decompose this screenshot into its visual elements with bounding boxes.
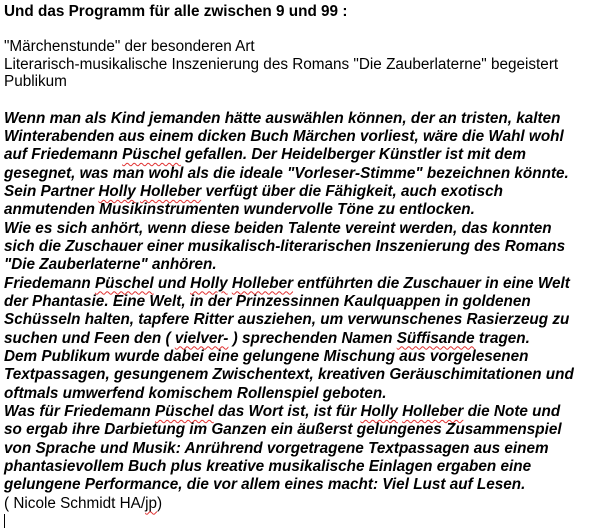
article-line [4, 421, 613, 439]
spellcheck-flagged-word: vielver- [174, 329, 229, 347]
blank-line [4, 21, 613, 38]
spellcheck-flagged-word: Holleber [231, 274, 294, 292]
author-signature [4, 495, 613, 513]
text-run: anmutenden Musikinstrumenten wundervolle Töne zu entlocken. [4, 201, 475, 219]
article-line [4, 110, 613, 128]
text-run: ( Nicole Schmidt HA/ [4, 494, 146, 512]
spellcheck-flagged-word: Holly [98, 182, 136, 200]
text-run: suchen und Feen den ( [4, 329, 175, 347]
article-line [4, 311, 613, 329]
text-run: das Wort ist, ist für [213, 403, 361, 420]
text-run: und [153, 274, 191, 292]
text-run: von Sprache und Musik: Anrührend vorgetragene Textpassagen aus einem [4, 439, 549, 457]
text-run: ) [157, 494, 163, 512]
subtitle-line: "Märchenstunde" der besonderen Art [4, 38, 255, 55]
article-line [4, 165, 613, 183]
article-line [4, 293, 613, 311]
article-line [4, 366, 613, 384]
text-run: auf Friedemann [4, 146, 123, 164]
subtitle-line: Literarisch-musikalische Inszenierung des Romans "Die Zauberlaterne" begeistert [4, 55, 559, 73]
text-run: gefallen. Der Heidelberger Künstler ist mit dem [180, 146, 526, 164]
spellcheck-flagged-word: Püschel [155, 403, 214, 420]
text-run: "Die Zauberlaterne" anhören. [4, 256, 217, 274]
text-run: gesegnet, was man wohl als die ideale "Vorleser-Stimme" bezeichnen könnte. [4, 164, 569, 182]
article-line [4, 238, 613, 256]
document-body[interactable] [4, 3, 613, 528]
text-run: Schüsseln halten, tapfere Ritter ausziehen, um verwunschenes Rasierzeug zu [4, 311, 570, 329]
spellcheck-flagged-word: Püschel [122, 146, 181, 164]
spellcheck-flagged-word: Holleber [140, 182, 202, 200]
text-run: der Phantasie. Eine Welt, in der Prinzessinnen Kaulquappen in goldenen [4, 292, 531, 310]
article-line [4, 385, 613, 403]
text-run: sich die Zuschauer einer musikalisch-literarischen Inszenierung des Romans [4, 237, 566, 255]
article-line [4, 403, 613, 421]
article-line [4, 220, 613, 238]
article-line [4, 256, 613, 274]
article-line [4, 440, 613, 458]
text-run: Dem Publikum wurde dabei eine gelungene Mischung aus vorgelesenen [4, 347, 529, 365]
article-line [4, 146, 613, 164]
article-line [4, 348, 613, 366]
text-run: verfügt über die Fähigkeit, auch exotisch [201, 182, 503, 200]
text-run: tragen. [474, 329, 530, 347]
article-line [4, 330, 613, 348]
text-run: Friedemann [4, 274, 95, 292]
article-line [4, 458, 613, 476]
spellcheck-flagged-word: Püschel [94, 274, 154, 292]
blank-line [4, 91, 613, 110]
text-run: Was für Friedemann [4, 403, 156, 420]
subtitle-line: Publikum [4, 73, 67, 90]
text-run: ) sprechenden Namen [228, 329, 397, 347]
article-line [4, 275, 613, 293]
spellcheck-flagged-word: Holleber [402, 403, 464, 420]
article-line [4, 128, 613, 146]
article-body [4, 110, 613, 495]
text-run: gelungene Performance, die vor allem eines macht: Viel Lust auf Lesen. [4, 476, 526, 494]
text-run: Sein Partner [4, 182, 99, 200]
text-run: entführten die Zuschauer in eine Welt [293, 274, 570, 292]
text-run: die Note und [463, 403, 561, 420]
text-run: Winterabenden aus einem dicken Buch Märchen vorliest, wäre die Wahl wohl [4, 127, 564, 145]
text-run: so ergab ihre Darbietung im Ganzen ein äußerst gelungenes Zusammenspiel [4, 421, 562, 439]
text-run: Wie es sich anhört, wenn diese beiden Talente vereint werden, das konnten [4, 219, 552, 237]
spellcheck-flagged-word: jp [145, 494, 158, 512]
text-run: oftmals umwerfend komischem Rollenspiel geboten. [4, 384, 387, 402]
text-run: Wenn man als Kind jemanden hätte auswählen können, der an tristen, kalten [4, 109, 561, 127]
article-line [4, 183, 613, 201]
text-run: Textpassagen, gesungenem Zwischentext, kreativen Geräuschimitationen und [4, 366, 574, 384]
document-heading: Und das Programm für alle zwischen 9 und 99 : [4, 3, 348, 20]
spellcheck-flagged-word: Holly [190, 274, 228, 292]
article-line [4, 476, 613, 494]
spellcheck-flagged-word: Holly [360, 403, 398, 420]
text-run: phantasievollem Buch plus kreative musikalische Einlagen ergaben eine [4, 458, 532, 476]
article-line [4, 201, 613, 219]
spellcheck-flagged-word: Süffisande [396, 329, 475, 347]
